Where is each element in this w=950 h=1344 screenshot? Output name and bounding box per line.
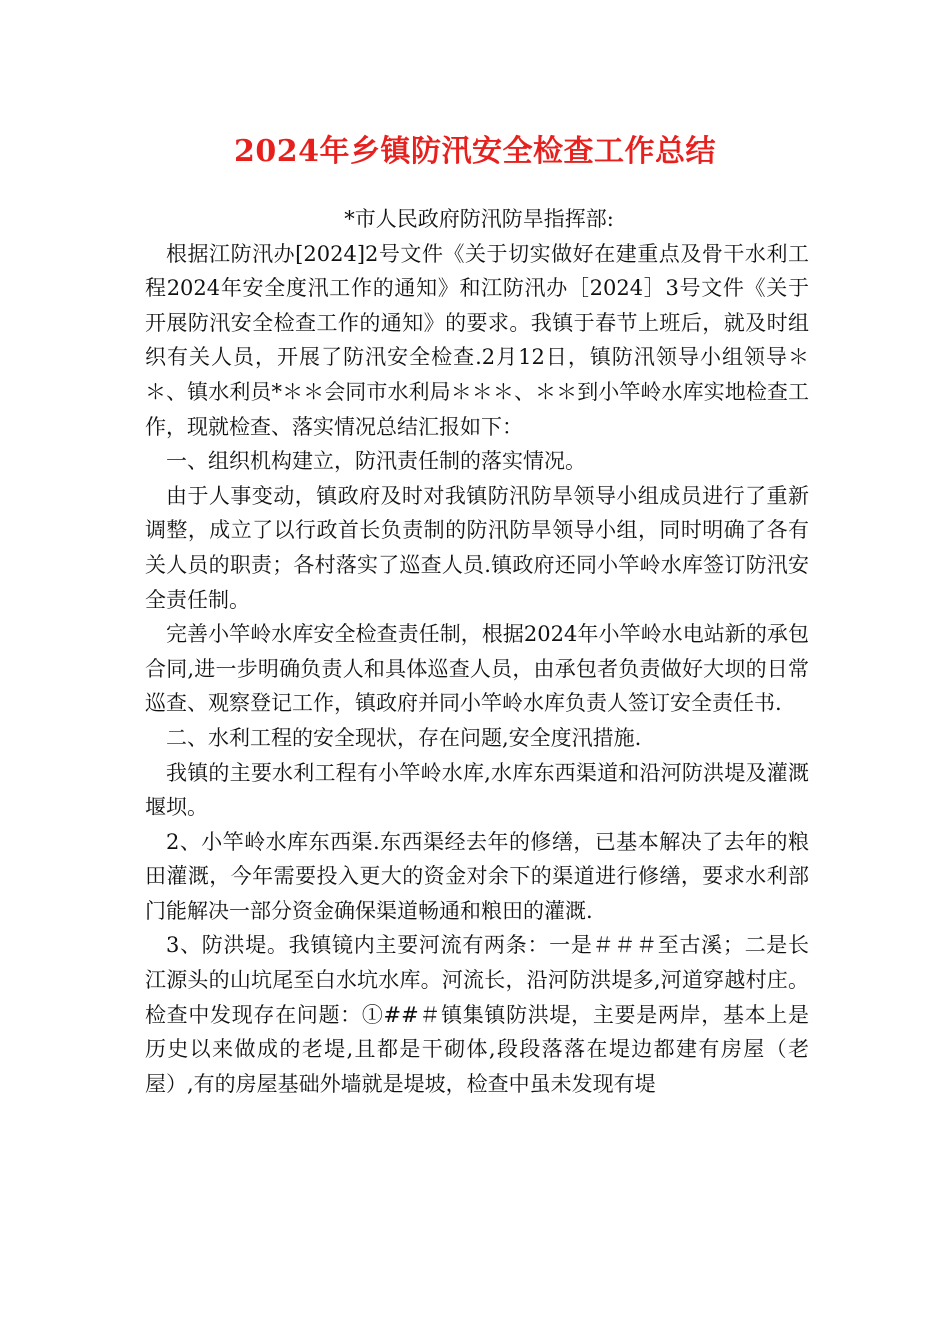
section-heading-2: 二、水利工程的安全现状，存在问题,安全度汛措施. — [166, 725, 642, 750]
paragraph-canal: 2、小竿岭水库东西渠.东西渠经去年的修缮，已基本解决了去年的粮田灌溉，今年需要投入更大的资金对余下的渠道进行修缮，要求水利部门能解决一部分资金确保渠道畅通和粮田的灌溉. — [145, 829, 809, 923]
paragraph-projects: 我镇的主要水利工程有小竿岭水库,水库东西渠道和沿河防洪堤及灌溉堰坝。 — [145, 760, 809, 820]
paragraph-flood-dike: 3、防洪堤。我镇镜内主要河流有两条：一是＃＃＃至古溪；二是长江源头的山坑尾至白水坑水库。河流长，沿河防洪堤多,河道穿越村庄。检查中发现存在问题：①##＃镇集镇防洪堤，主要是两岸，基本上是历史以来做成的老堤,且都是干砌体,段段落落在堤边都建有房屋（老屋）,有的房屋基础外墙就是堤坡，检查中虽未发现有堤 — [145, 933, 809, 1096]
salutation: *市人民政府防汛防旱指挥部: — [344, 207, 614, 231]
paragraph-intro: 根据江防汛办[2024]2号文件《关于切实做好在建重点及骨干水利工程2024年安全度汛工作的通知》和江防汛办［2024］3号文件《关于开展防汛安全检查工作的通知》的要求。我镇于春节上班后，就及时组织有关人员，开展了防汛安全检查.2月12日，镇防汛领导小组领导＊＊、镇水利员*＊＊会同市水利局＊＊＊、＊＊到小竿岭水库实地检查工作，现就检查、落实情况总结汇报如下： — [145, 241, 809, 439]
paragraph-responsibility: 完善小竿岭水库安全检查责任制，根据2024年小竿岭水电站新的承包合同,进一步明确负责人和具体巡查人员，由承包者负责做好大坝的日常巡查、观察登记工作，镇政府并同小竿岭水库负责人签订安全责任书. — [145, 622, 809, 716]
paragraph-organization: 由于人事变动，镇政府及时对我镇防汛防旱领导小组成员进行了重新调整，成立了以行政首长负责制的防汛防旱领导小组，同时明确了各有关人员的职责；各村落实了巡查人员.镇政府还同小竿岭水库签订防汛安全责任制。 — [145, 483, 809, 612]
document-body — [145, 202, 809, 1101]
document-title: 2024年乡镇防汛安全检查工作总结 — [234, 134, 716, 169]
section-heading-1: 一、组织机构建立，防汛责任制的落实情况。 — [166, 449, 586, 474]
